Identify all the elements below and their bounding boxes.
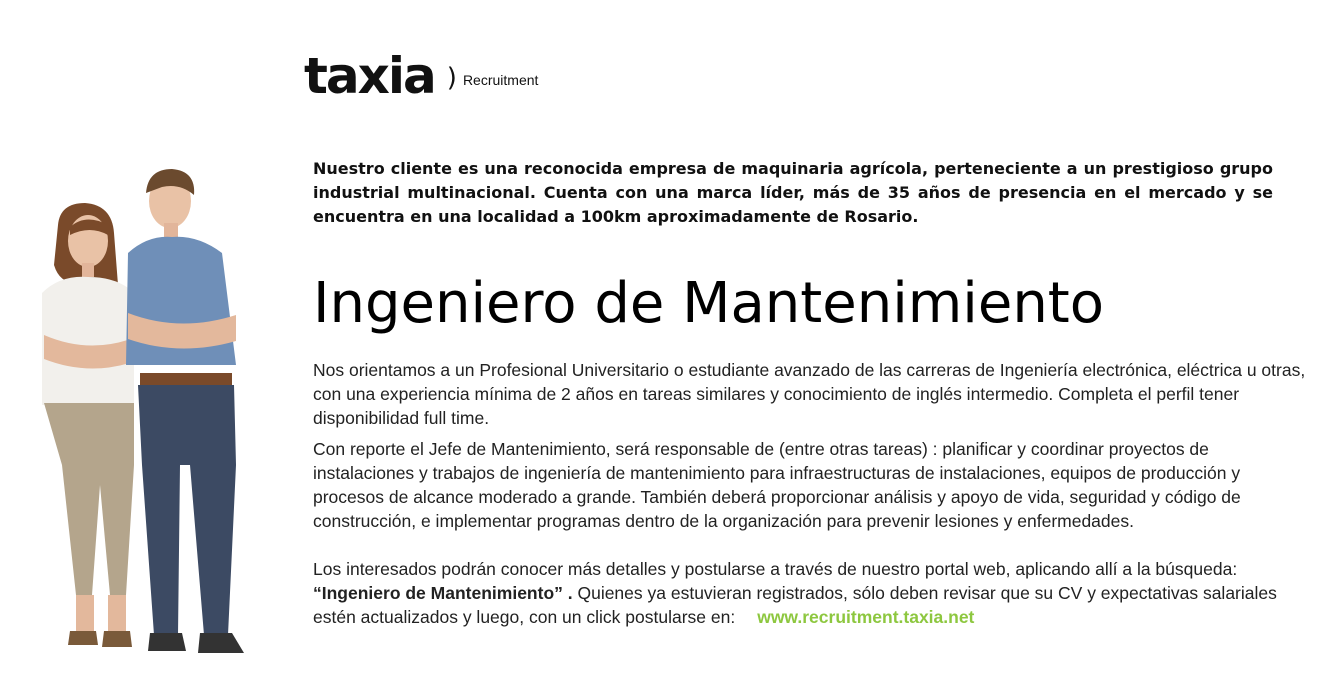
job-title: Ingeniero de Mantenimiento bbox=[313, 271, 1105, 336]
profile-paragraph: Nos orientamos a un Profesional Universitario o estudiante avanzado de las carreras de Ingeniería electrónica, eléctrica u otras, con una experiencia mínima de 2 años en tareas similares y conocimiento de inglés intermedio. Completa el perfil tener disponibilidad full time. bbox=[313, 360, 1306, 428]
application-intro: Los interesados podrán conocer más detalles y postularse a través de nuestro portal web, aplicando allí a la búsqueda: bbox=[313, 559, 1238, 579]
logo-suffix: Recruitment bbox=[462, 72, 539, 88]
application-instructions: Quienes ya estuvieran registrados, sólo deben revisar que su CV y expectativas salariales estén actualizados y luego, con un click postularse en: bbox=[313, 583, 1277, 627]
woman-figure bbox=[42, 203, 136, 647]
man-figure bbox=[126, 169, 244, 653]
logo-paren: ) bbox=[446, 63, 457, 93]
website-link[interactable]: www.recruitment.taxia.net bbox=[757, 607, 975, 627]
responsibilities-paragraph: Con reporte el Jefe de Mantenimiento, será responsable de (entre otras tareas) : planificar y coordinar proyectos de instalaciones y trabajos de ingeniería de mantenimiento para infraestructuras de instalaciones, equipos de producción y procesos de alcance moderado a grande. También deberá proporcionar análisis y apoyo de vida, seguridad y código de construcción, e implementar programas dentro de la organización para prevenir lesiones y enfermedades. bbox=[313, 439, 1241, 531]
brand-logo bbox=[304, 47, 539, 105]
application-paragraph bbox=[313, 557, 1308, 629]
logo-wordmark: taxia bbox=[304, 47, 435, 105]
search-term: “Ingeniero de Mantenimiento” . bbox=[313, 583, 573, 603]
people-illustration bbox=[30, 165, 280, 665]
company-intro: Nuestro cliente es una reconocida empresa de maquinaria agrícola, perteneciente a un prestigioso grupo industrial multinacional. Cuenta con una marca líder, más de 35 años de presencia en el mercado y se encuentra en una localidad a 100km aproximadamente de Rosario. bbox=[313, 159, 1273, 226]
